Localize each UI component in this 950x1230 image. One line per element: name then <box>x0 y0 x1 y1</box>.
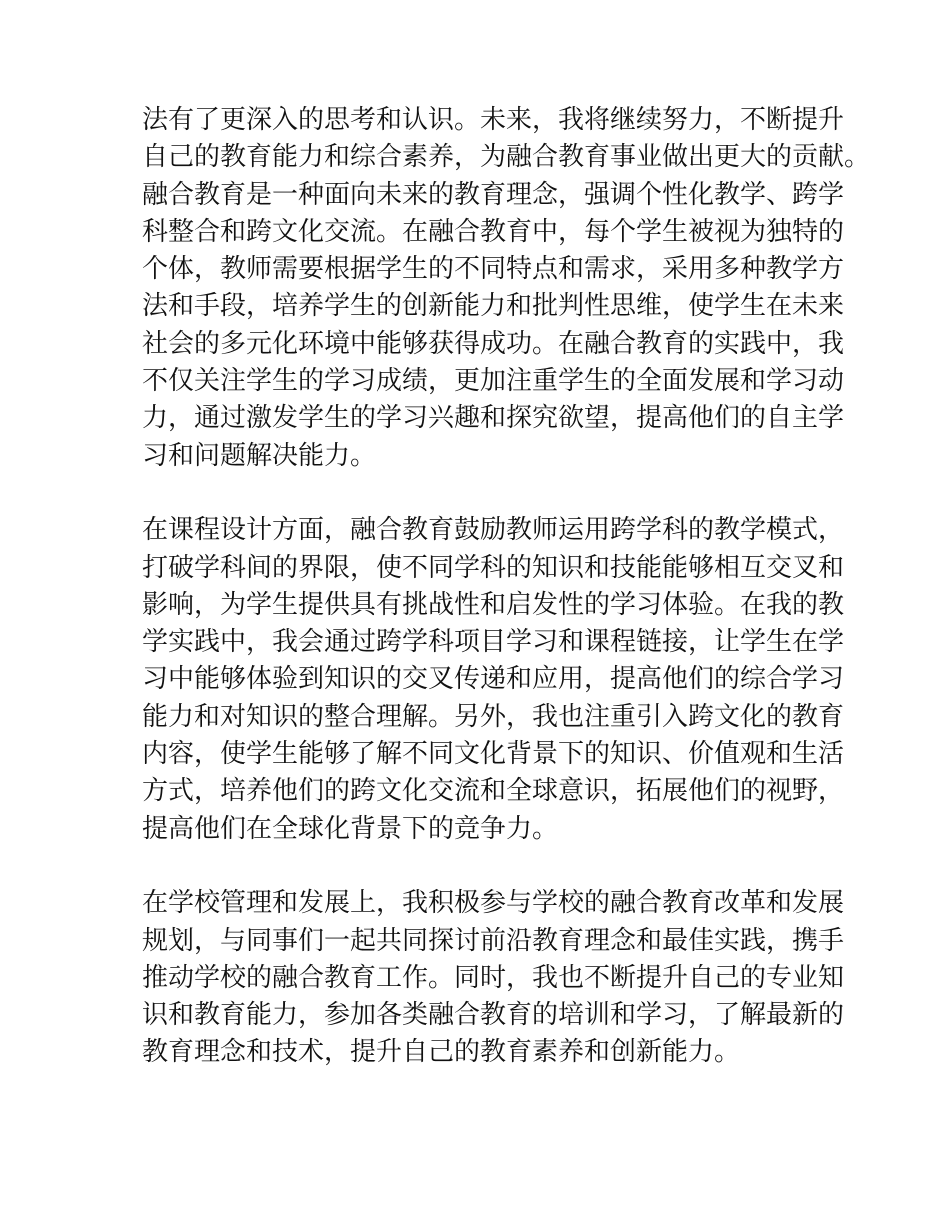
text-line: 规划，与同事们一起共同探讨前沿教育理念和最佳实践，携手 <box>142 925 845 956</box>
text-line: 学实践中，我会通过跨学科项目学习和课程链接，让学生在学 <box>142 627 845 658</box>
paragraph-spacer <box>142 475 832 512</box>
paragraph-3 <box>142 885 845 1071</box>
paragraph-2 <box>142 512 845 848</box>
text-line: 提高他们在全球化背景下的竞争力。 <box>142 813 559 844</box>
text-line: 科整合和跨文化交流。在融合教育中，每个学生被视为独特的 <box>142 216 845 247</box>
text-line: 力，通过激发学生的学习兴趣和探究欲望，提高他们的自主学 <box>142 403 845 434</box>
text-line: 习中能够体验到知识的交叉传递和应用，提高他们的综合学习 <box>142 664 845 695</box>
text-line: 打破学科间的界限，使不同学科的知识和技能能够相互交叉和 <box>142 552 845 583</box>
paragraph-1 <box>142 102 871 475</box>
text-line: 不仅关注学生的学习成绩，更加注重学生的全面发展和学习动 <box>142 366 845 397</box>
text-line: 识和教育能力，参加各类融合教育的培训和学习，了解最新的 <box>142 1000 845 1031</box>
text-line: 在学校管理和发展上，我积极参与学校的融合教育改革和发展 <box>142 888 845 919</box>
text-line: 能力和对知识的整合理解。另外，我也注重引入跨文化的教育 <box>142 701 845 732</box>
text-line: 社会的多元化环境中能够获得成功。在融合教育的实践中，我 <box>142 328 845 359</box>
text-line: 法和手段，培养学生的创新能力和批判性思维，使学生在未来 <box>142 291 845 322</box>
text-line: 影响，为学生提供具有挑战性和启发性的学习体验。在我的教 <box>142 589 845 620</box>
text-line: 内容，使学生能够了解不同文化背景下的知识、价值观和生活 <box>142 739 845 770</box>
text-line: 法有了更深入的思考和认识。未来，我将继续努力，不断提升 <box>142 105 845 135</box>
text-line: 在课程设计方面，融合教育鼓励教师运用跨学科的教学模式， <box>142 515 845 546</box>
text-line: 推动学校的融合教育工作。同时，我也不断提升自己的专业知 <box>142 962 845 993</box>
document-body <box>142 102 871 1072</box>
text-line: 教育理念和技术，提升自己的教育素养和创新能力。 <box>142 1037 741 1068</box>
text-line: 个体，教师需要根据学生的不同特点和需求，采用多种教学方 <box>142 254 845 285</box>
text-line: 习和问题解决能力。 <box>142 440 377 471</box>
paragraph-spacer <box>142 848 832 885</box>
text-line: 融合教育是一种面向未来的教育理念，强调个性化教学、跨学 <box>142 179 845 210</box>
text-line: 自己的教育能力和综合素养，为融合教育事业做出更大的贡献。 <box>142 142 871 173</box>
text-line: 方式，培养他们的跨文化交流和全球意识，拓展他们的视野， <box>142 776 845 807</box>
